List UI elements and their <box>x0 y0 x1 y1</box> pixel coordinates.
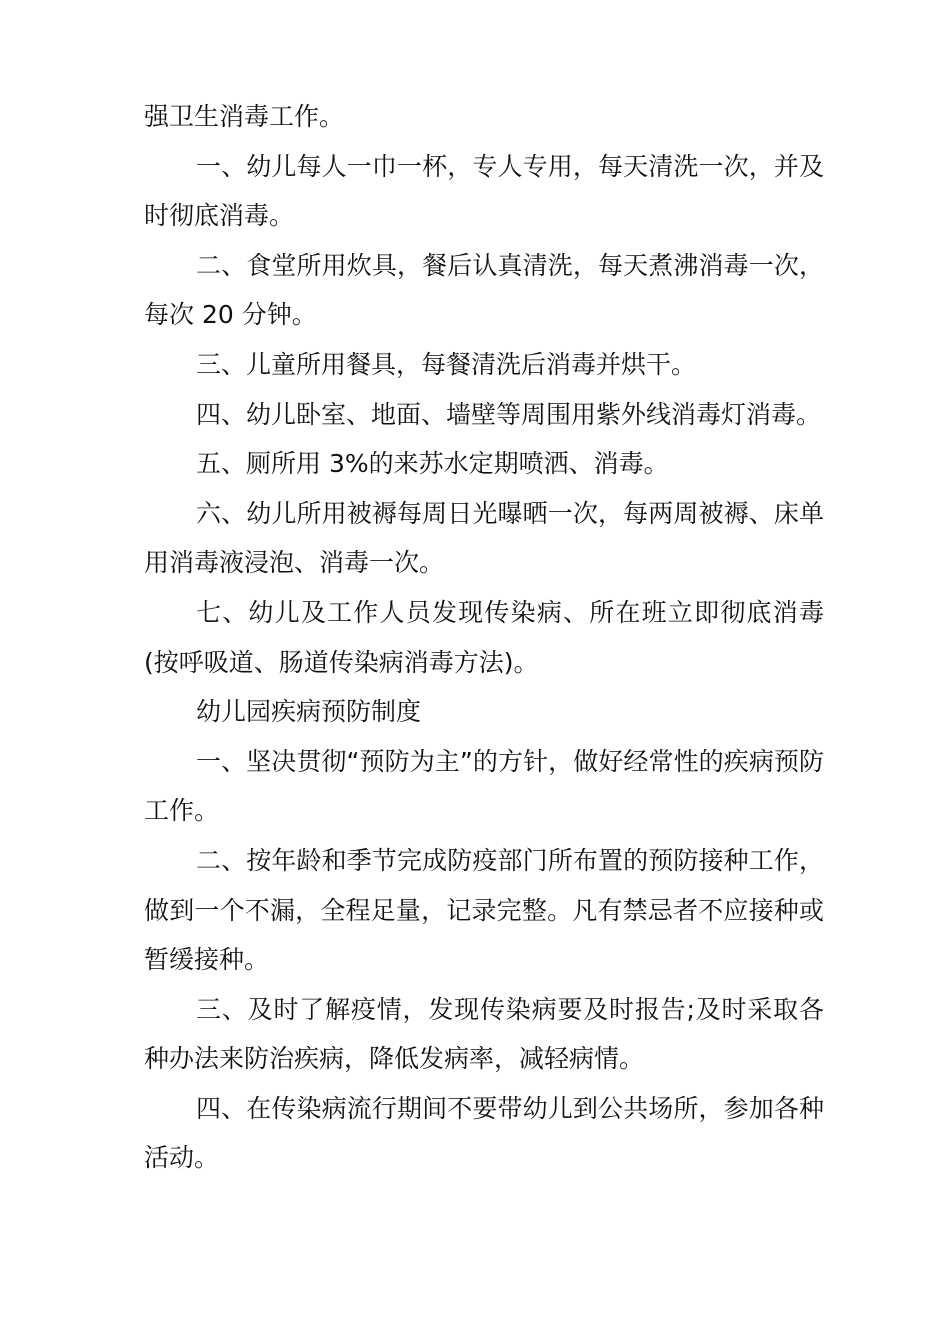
paragraph-item-6: 六、幼儿所用被褥每周日光曝晒一次，每两周被褥、床单用消毒液浸泡、消毒一次。 <box>144 498 824 578</box>
paragraph-item-2: 二、食堂所用炊具，餐后认真清洗，每天煮沸消毒一次，每次 20 分钟。 <box>144 250 824 330</box>
paragraph-item-4: 四、幼儿卧室、地面、墙壁等周围用紫外线消毒灯消毒。 <box>196 399 822 429</box>
section-heading: 幼儿园疾病预防制度 <box>196 697 422 727</box>
paragraph-prevention-2: 二、按年龄和季节完成防疫部门所布置的预防接种工作，做到一个不漏，全程足量，记录完整。凡有禁忌者不应接种或暂缓接种。 <box>144 845 824 975</box>
paragraph-continuation: 强卫生消毒工作。 <box>144 102 345 131</box>
document-body <box>144 92 824 1183</box>
paragraph-item-1: 一、幼儿每人一巾一杯，专人专用，每天清洗一次，并及时彻底消毒。 <box>144 151 824 231</box>
paragraph-item-3: 三、儿童所用餐具，每餐清洗后消毒并烘干。 <box>196 349 697 379</box>
paragraph-prevention-4: 四、在传染病流行期间不要带幼儿到公共场所，参加各种活动。 <box>144 1093 824 1173</box>
paragraph-item-7: 七、幼儿及工作人员发现传染病、所在班立即彻底消毒(按呼吸道、肠道传染病消毒方法)。 <box>144 597 824 677</box>
paragraph-prevention-1: 一、坚决贯彻“预防为主”的方针，做好经常性的疾病预防工作。 <box>144 746 824 826</box>
paragraph-prevention-3: 三、及时了解疫情，发现传染病要及时报告;及时采取各种办法来防治疾病，降低发病率，减轻病情。 <box>144 994 824 1074</box>
paragraph-item-5: 五、厕所用 3%的来苏水定期喷洒、消毒。 <box>196 449 669 479</box>
